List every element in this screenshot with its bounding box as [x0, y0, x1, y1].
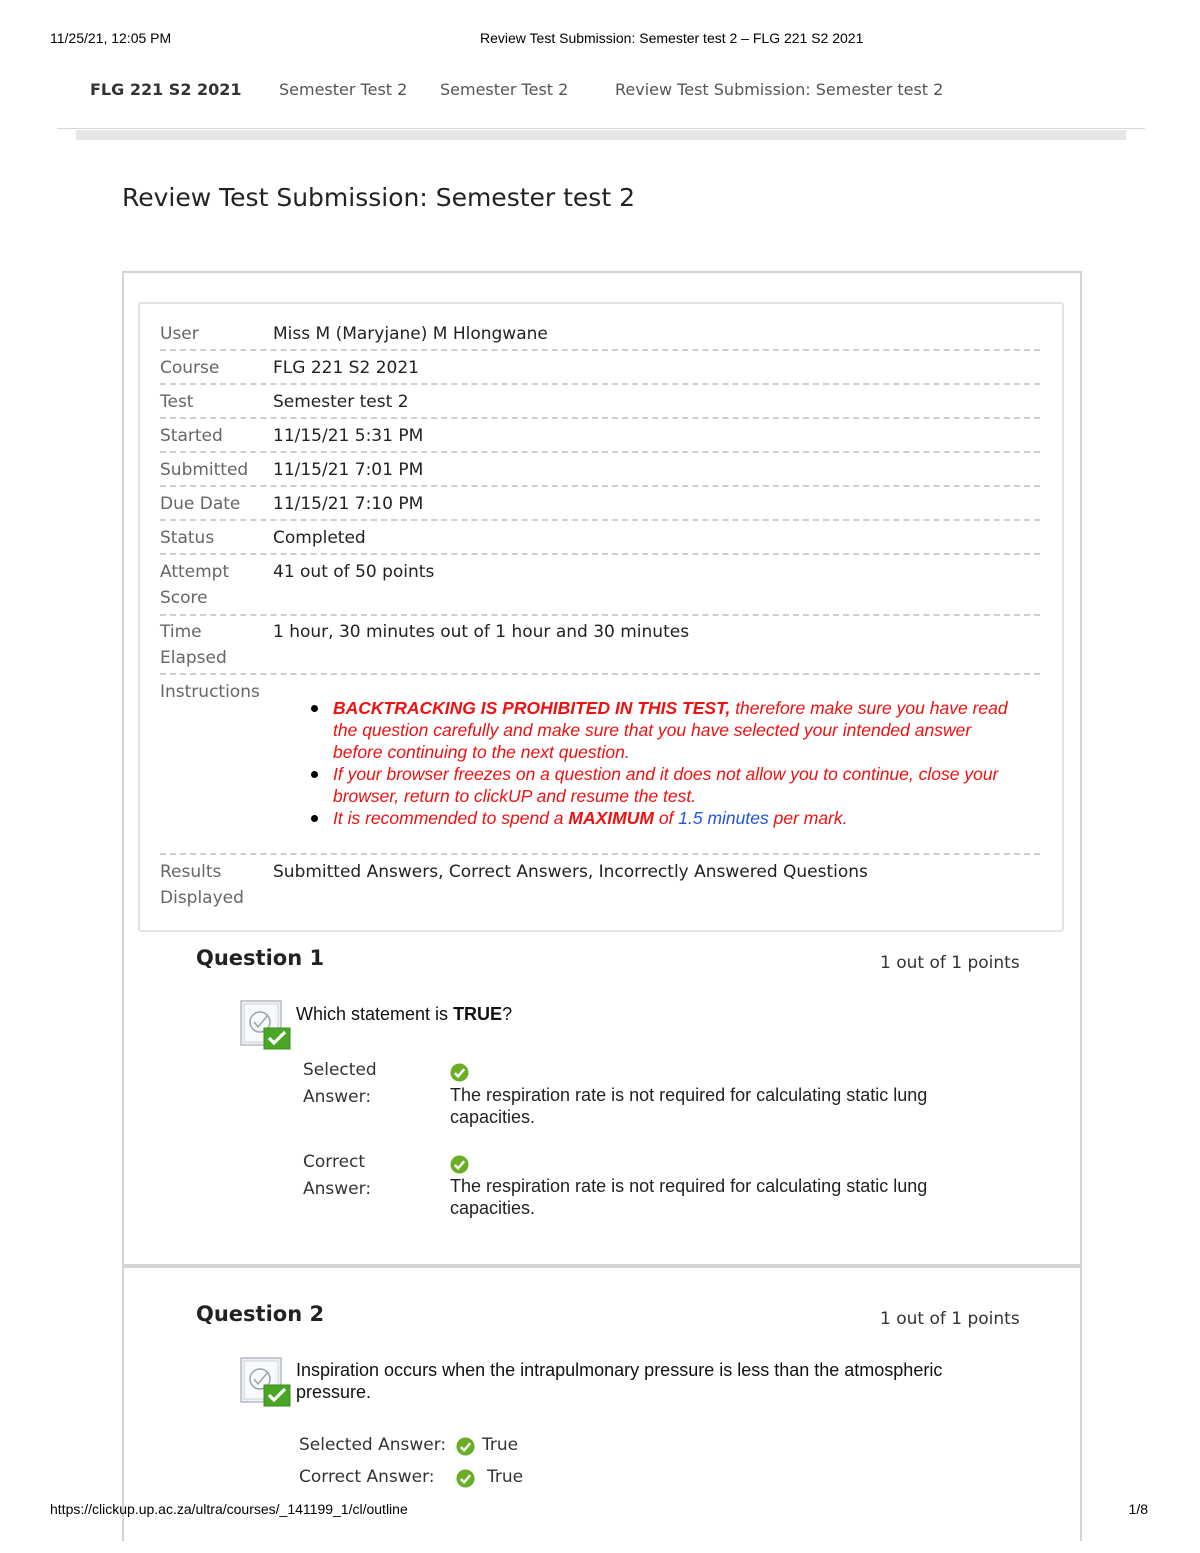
- print-page-number: 1/8: [1128, 1501, 1148, 1517]
- detail-label: Instructions: [160, 682, 260, 702]
- question-divider: [122, 1264, 1082, 1268]
- detail-label: Test: [160, 392, 194, 412]
- detail-label: Results Displayed: [160, 862, 244, 908]
- question-2-correct-answer: True: [487, 1467, 524, 1487]
- question-1-correct-answer: The respiration rate is not required for calculating static lung capacities.: [450, 1176, 928, 1218]
- detail-row-status: [160, 525, 1040, 555]
- detail-row-submitted: [160, 457, 1040, 487]
- breadcrumb-item-3[interactable]: Review Test Submission: Semester test 2: [615, 80, 944, 99]
- detail-value-time-elapsed: 1 hour, 30 minutes out of 1 hour and 30 minutes: [273, 622, 690, 642]
- question-1-selected-answer: The respiration rate is not required for calculating static lung capacities.: [450, 1085, 928, 1127]
- detail-row-due-date: [160, 491, 1040, 521]
- breadcrumb-course[interactable]: FLG 221 S2 2021: [90, 80, 242, 99]
- correct-question-icon: [240, 1357, 292, 1407]
- question-1-points: 1 out of 1 points: [880, 953, 1020, 973]
- detail-label: Time Elapsed: [160, 622, 227, 668]
- selected-answer-label: Selected Answer:: [299, 1435, 447, 1455]
- detail-row-attempt-score: [160, 559, 1040, 616]
- detail-label: User: [160, 324, 199, 344]
- question-1-title: Question 1: [196, 946, 325, 970]
- detail-value-attempt-score: 41 out of 50 points: [273, 562, 435, 582]
- question-2-points: 1 out of 1 points: [880, 1309, 1020, 1329]
- detail-value-started: 11/15/21 5:31 PM: [273, 426, 424, 446]
- breadcrumb-item-2[interactable]: Semester Test 2: [440, 80, 569, 99]
- detail-value-due-date: 11/15/21 7:10 PM: [273, 494, 424, 514]
- instruction-item: It is recommended to spend a MAXIMUM of 1.5 minutes per mark.: [333, 807, 1013, 829]
- detail-label: Course: [160, 358, 220, 378]
- detail-row-started: [160, 423, 1040, 453]
- selected-answer-label: Selected Answer:: [303, 1060, 377, 1107]
- detail-value-submitted: 11/15/21 7:01 PM: [273, 460, 424, 480]
- instructions-list: [333, 697, 1013, 829]
- breadcrumb-bar: [76, 130, 1126, 140]
- detail-label: Started: [160, 426, 223, 446]
- correct-question-icon: [240, 1000, 292, 1050]
- print-header: [50, 30, 1150, 50]
- correct-answer-label: Correct Answer:: [303, 1152, 372, 1199]
- detail-value-course: FLG 221 S2 2021: [273, 358, 419, 378]
- detail-row-results-displayed: [160, 859, 1040, 914]
- print-title: Review Test Submission: Semester test 2 – FLG 221 S2 2021: [480, 30, 864, 46]
- instruction-item: BACKTRACKING IS PROHIBITED IN THIS TEST, therefore make sure you have read the question carefully and make sure that you have selected your intended answer before continuing to the next question.: [333, 697, 1013, 763]
- detail-value-results-displayed: Submitted Answers, Correct Answers, Incorrectly Answered Questions: [273, 862, 868, 882]
- question-2-text: Inspiration occurs when the intrapulmonary pressure is less than the atmospheric pressure.: [296, 1360, 943, 1402]
- detail-value-status: Completed: [273, 528, 366, 548]
- correct-check-icon: [450, 1155, 469, 1174]
- correct-check-icon: [450, 1063, 469, 1082]
- correct-check-icon: [456, 1469, 475, 1488]
- question-2-selected-answer: True: [482, 1435, 519, 1455]
- detail-row-user: [160, 321, 1040, 351]
- detail-row-course: [160, 355, 1040, 385]
- detail-value-test: Semester test 2: [273, 392, 409, 412]
- page-title: Review Test Submission: Semester test 2: [122, 183, 635, 212]
- instruction-item: If your browser freezes on a question and it does not allow you to continue, close your browser, return to clickUP and resume the test.: [333, 763, 1013, 807]
- detail-row-time-elapsed: [160, 619, 1040, 675]
- correct-check-icon: [456, 1437, 475, 1456]
- question-1-text: Which statement is TRUE?: [296, 1004, 513, 1024]
- detail-label: Due Date: [160, 494, 241, 514]
- detail-row-test: [160, 389, 1040, 419]
- correct-answer-label: Correct Answer:: [299, 1467, 435, 1487]
- print-date: 11/25/21, 12:05 PM: [50, 30, 172, 46]
- print-url: https://clickup.up.ac.za/ultra/courses/_141199_1/cl/outline: [50, 1501, 408, 1517]
- detail-label: Attempt Score: [160, 562, 230, 608]
- detail-label: Submitted: [160, 460, 249, 480]
- breadcrumb-divider: [57, 128, 1145, 129]
- question-2-title: Question 2: [196, 1302, 325, 1326]
- print-footer: [50, 1501, 1148, 1521]
- detail-label: Status: [160, 528, 215, 548]
- breadcrumb-item-1[interactable]: Semester Test 2: [279, 80, 408, 99]
- detail-value-user: Miss M (Maryjane) M Hlongwane: [273, 324, 548, 344]
